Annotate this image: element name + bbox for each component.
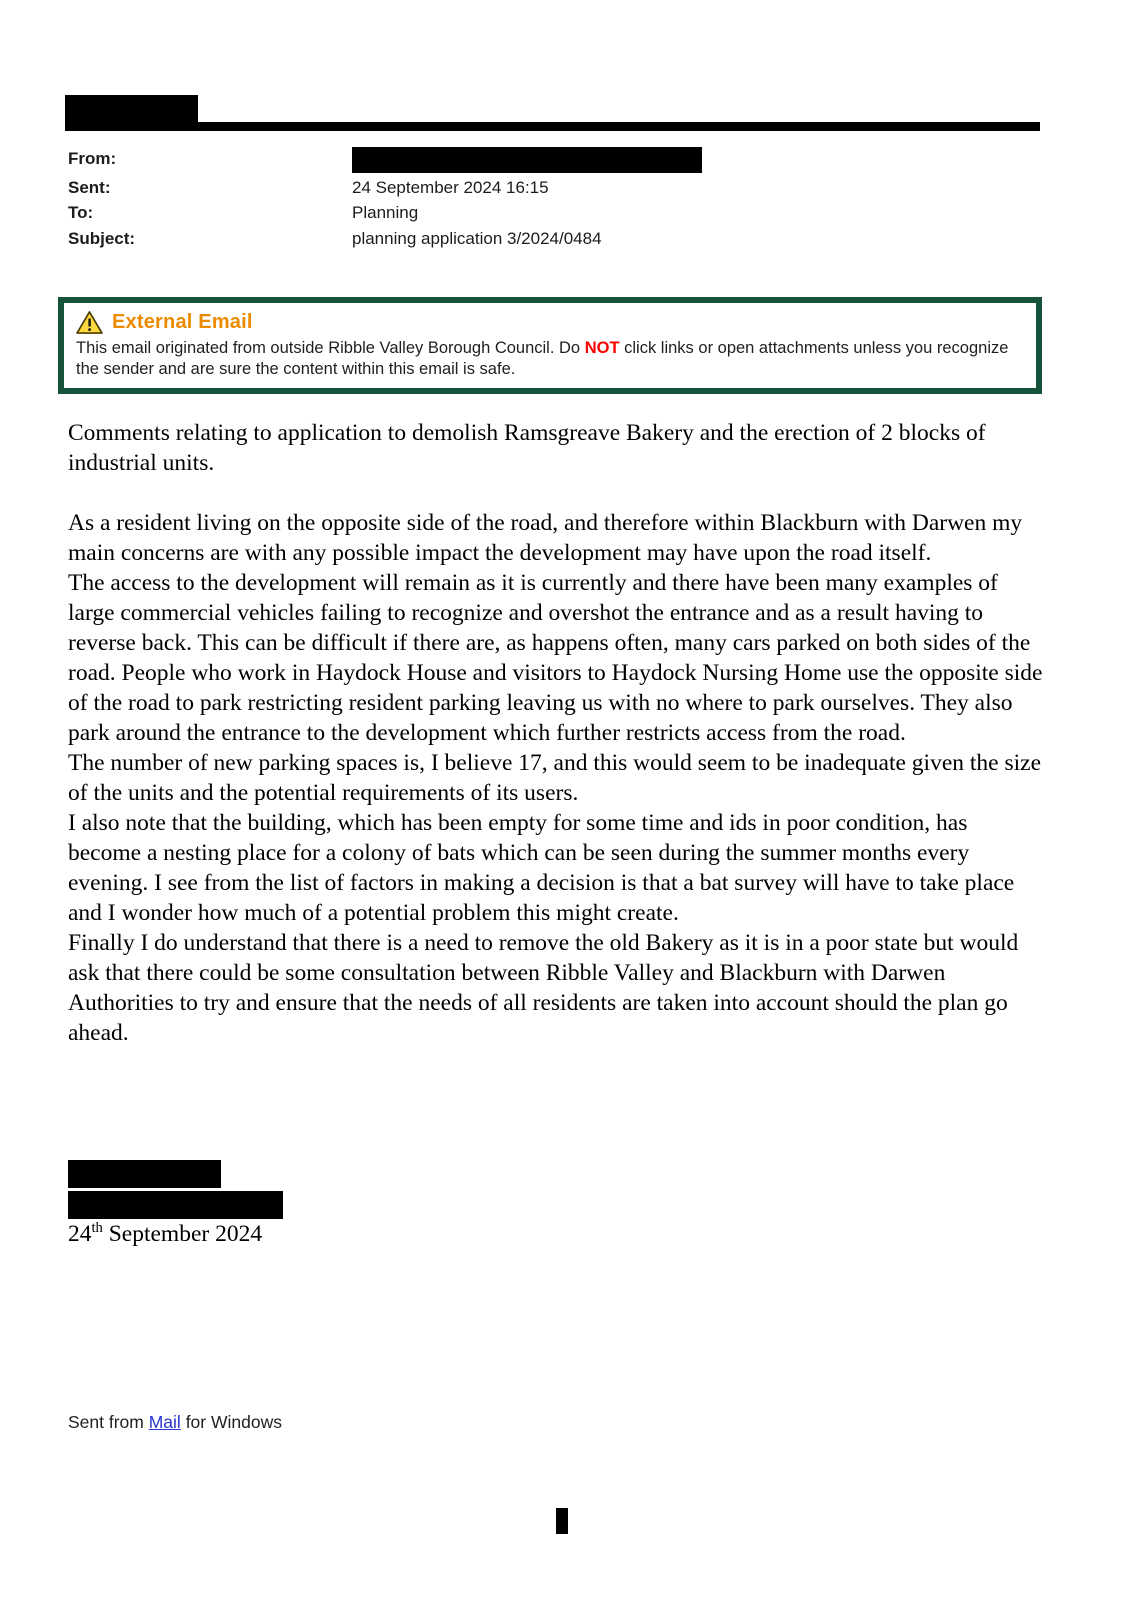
footer-suffix: for Windows xyxy=(180,1412,282,1432)
paragraph-spacer xyxy=(68,478,1043,508)
warning-text-segment-after: click links or open attachments unless you recognize the sender and are sure the content within this email is safe. xyxy=(76,339,1009,378)
footer-prefix: Sent from xyxy=(68,1412,149,1432)
subject-label: Subject: xyxy=(68,228,136,248)
to-label: To: xyxy=(68,203,94,222)
from-label: From: xyxy=(68,149,117,168)
warning-header xyxy=(76,310,1026,335)
external-email-warning-banner xyxy=(58,297,1042,394)
header-row-to xyxy=(68,203,1048,224)
email-body xyxy=(68,418,1043,1048)
signature-date xyxy=(68,1220,262,1248)
header-row-sent xyxy=(68,178,1048,199)
redaction-signature-line1 xyxy=(68,1160,221,1188)
signature-date-day: 24 xyxy=(68,1220,92,1247)
mail-link[interactable]: Mail xyxy=(148,1412,181,1432)
signature-date-rest: September 2024 xyxy=(102,1220,263,1247)
redaction-block-top xyxy=(65,95,198,125)
body-paragraph: The access to the development will remain as it is currently and there have been many examples of large commercial vehicles failing to recognize and overshot the entrance and as a result having to reverse back. This can be difficult if there are, as happens often, many cars parked on both sides of the road. People who work in Haydock House and visitors to Haydock Nursing Home use the opposite side of the road to park restricting resident parking leaving us with no where to park ourselves. They also park around the entrance to the development which further restricts access from the road. xyxy=(68,570,1043,746)
from-value xyxy=(352,149,1048,173)
warning-title: External Email xyxy=(112,311,253,333)
sent-label: Sent: xyxy=(68,177,111,197)
redaction-page-number xyxy=(556,1508,568,1534)
body-paragraph: The number of new parking spaces is, I believe 17, and this would seem to be inadequate given the size of the units and the potential requirements of its users. xyxy=(68,750,1042,806)
to-value: Planning xyxy=(352,203,419,222)
header-row-from xyxy=(68,149,1048,173)
body-paragraph: I also note that the building, which has been empty for some time and ids in poor condition, has become a nesting place for a colony of bats which can be seen during the summer months every evening. I see from the list of factors in making a decision is that a bat survey will have to take place and I wonder how much of a potential problem this might create. xyxy=(68,810,1015,926)
redaction-from-value xyxy=(352,147,702,173)
warning-triangle-icon xyxy=(76,310,103,335)
sent-value: 24 September 2024 16:15 xyxy=(352,177,549,197)
body-paragraph: Finally I do understand that there is a need to remove the old Bakery as it is in a poor state but would ask that there could be some consultation between Ribble Valley and Blackburn with Darwen Authorities to try and ensure that the needs of all residents are taken into account should the plan go ahead. xyxy=(68,930,1019,1046)
warning-text-segment-before: This email originated from outside Ribble Valley Borough Council. Do xyxy=(76,339,585,357)
body-paragraph: Comments relating to application to demolish Ramsgreave Bakery and the erection of 2 blocks of industrial units. xyxy=(68,420,986,476)
email-header xyxy=(68,149,1048,254)
warning-text xyxy=(76,338,1026,379)
warning-not-emphasis: NOT xyxy=(584,339,620,357)
redaction-signature-line2 xyxy=(68,1191,283,1219)
horizontal-rule xyxy=(65,122,1040,131)
signature-date-ordinal: th xyxy=(91,1220,103,1236)
body-paragraph: As a resident living on the opposite side of the road, and therefore within Blackburn with Darwen my main concerns are with any possible impact the development may have upon the road itself. xyxy=(68,510,1023,566)
subject-value: planning application 3/2024/0484 xyxy=(352,228,602,248)
footer-sent-from xyxy=(68,1412,282,1433)
header-row-subject xyxy=(68,229,1048,250)
